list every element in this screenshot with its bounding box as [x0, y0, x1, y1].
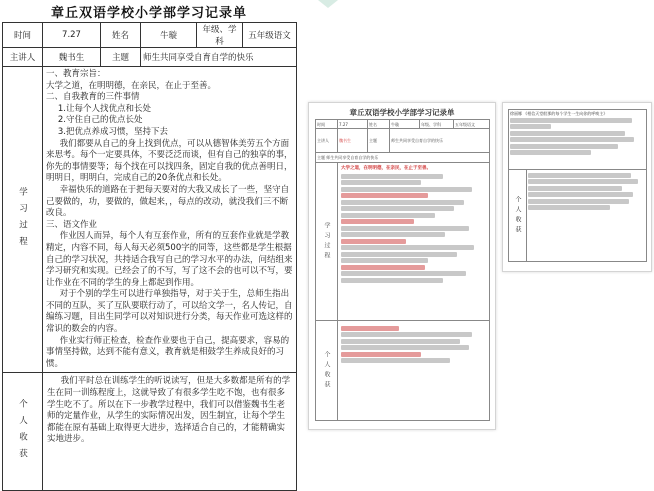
info-row-1 [3, 23, 297, 48]
text-line-placeholder [528, 173, 631, 178]
page-thumbnail-2[interactable] [308, 102, 496, 430]
text-line-placeholder [528, 179, 638, 184]
thumb-row-2 [316, 129, 490, 153]
text-line-placeholder [510, 137, 634, 142]
process-label: 学习过程 [3, 67, 43, 373]
speaker-label: 主讲人 [3, 48, 43, 67]
thumb-cell: 师生共同享受自育自学的快乐 [390, 129, 490, 153]
process-line: 2.守住自己的优点长处 [57, 115, 143, 126]
text-line-placeholder [510, 124, 551, 129]
text-line-placeholder [341, 174, 443, 179]
thumb-side-label: 个人收获 [509, 170, 527, 262]
thumb-row-5 [316, 321, 490, 421]
thumb-cell [509, 110, 647, 170]
record-form-table [2, 22, 297, 491]
text-line-placeholder [528, 205, 610, 210]
time-label: 时间 [3, 23, 43, 48]
thumbnail-table [508, 109, 647, 262]
text-line-placeholder [510, 150, 591, 155]
name-value: 牛璇 [141, 23, 197, 48]
thumb-side-label: 个人收获 [316, 321, 338, 421]
text-line-placeholder [341, 180, 421, 185]
thumb-side-label: 学习过程 [316, 163, 338, 321]
thumb-cell: 主讲人 [316, 129, 338, 153]
thumbnail-table [315, 119, 490, 421]
text-line-placeholder [341, 339, 460, 344]
thumb-cell: 主题 [368, 129, 390, 153]
process-line: 幸福快乐的道路在于把每天要对的大我又成长了一些，坚守自己要做的，功，要做的，做起来，，每点的改动，就没我们三不断改良。 [46, 184, 290, 219]
thumb-cell: 时间 [316, 120, 338, 129]
thumbnail-title: 章丘双语学校小学部学习记录单 [349, 108, 455, 117]
thumb-cell: 主题 师生共同享受自育自学的快乐 [316, 153, 490, 163]
thumb-row [509, 110, 647, 170]
thumb-row-3 [316, 153, 490, 163]
grade-label: 年级、学科 [197, 23, 243, 48]
topic-label: 主题 [101, 48, 141, 67]
gain-label: 个人收获 [3, 373, 43, 491]
process-content [43, 67, 297, 373]
thumb-process-body [338, 163, 490, 321]
process-line: 对于个别的学生可以进行单独指导，对于关于生，总师生指出不同的互队，买了互队要联行动了，可以给文学一，名人传记，自编练习题，目出生同学可以对知识进行分类，每天作业可选这样的常识的数会的内容。 [46, 289, 293, 335]
text-line-placeholder [341, 187, 472, 192]
text-line-placeholder [341, 326, 399, 331]
text-line-placeholder [341, 232, 445, 237]
text-line-placeholder [341, 239, 406, 244]
process-line: 一、教育宗旨： [46, 69, 106, 79]
thumb-row-1 [316, 120, 490, 129]
decorative-tab [318, 0, 338, 8]
process-line: 大学之道，在明明德，在亲民，在止于至善。 [46, 80, 217, 91]
thumb-row [509, 170, 647, 262]
text-line-placeholder [341, 245, 474, 250]
text-line-placeholder [510, 144, 618, 149]
text-line-placeholder [341, 352, 421, 357]
text-line-placeholder [341, 213, 435, 218]
thumb-cell: 魏书生 [338, 129, 368, 153]
thumb-cell: 五年级语文 [454, 120, 490, 129]
grade-value: 五年级语文 [243, 23, 297, 48]
text-line-placeholder [341, 358, 450, 363]
thumb-gain-body [338, 321, 490, 421]
main-record-sheet [0, 0, 298, 465]
process-line: 作业因人而异，每个人有互套作业，所有的互套作业就是学教精定，内容不同，每人每天必须500字的同等，这些都是学生根据自己的学习状况，共持适合我写自己的学习水平的办法，问结组来学习研究和实现。已经会了的不写，写了这不会的也可以不写，要让作业在不同的学生的身上都起到作用。 [46, 231, 293, 288]
text-line-placeholder [341, 252, 457, 257]
text-line-placeholder [341, 278, 443, 283]
process-line: 三、语文作业 [46, 219, 98, 230]
text-line-placeholder [528, 199, 629, 204]
text-line-placeholder [341, 200, 464, 205]
text-line-placeholder [341, 332, 472, 337]
process-line: 二、自我教育的三件事情 [46, 92, 140, 103]
text-line-placeholder [341, 226, 469, 231]
text-line-placeholder [510, 118, 632, 123]
sheet-title: 章丘双语学校小学部学习记录单 [50, 6, 247, 21]
thumb-cell: 7.27 [338, 120, 368, 129]
process-line: 1.让每个人找优点和长处 [57, 103, 152, 114]
thumb-cell [527, 170, 647, 262]
thumb-heading: 徐丽娜 《相信天堂般那的每个学生一生向你的呼唤主》 [510, 111, 608, 116]
info-row-2 [3, 48, 297, 67]
speaker-value: 魏书生 [43, 48, 101, 67]
name-label: 姓名 [101, 23, 141, 48]
gain-row [3, 373, 297, 491]
thumb-cell: 年级、学科 [420, 120, 454, 129]
process-row [3, 67, 297, 373]
process-line: 我们都要从自己的身上找到优点，可以从德智体美劳五个方面来思考。每个一定要具体，不要泛泛而谈，但有自己的独享的事，你先的事情要等；每个找在可以找四条，固定自我的优点善明日，明明日，明明白，完成自己的20条优点和长处。 [46, 138, 293, 184]
process-line: 3.把优点养成习惯，坚持下去 [57, 126, 169, 137]
thumb-row-4 [316, 163, 490, 321]
thumb-cell: 姓名 [368, 120, 390, 129]
text-line-placeholder [528, 192, 633, 197]
text-line-placeholder [341, 193, 428, 198]
text-line-placeholder [341, 345, 469, 350]
text-line-placeholder [341, 219, 414, 224]
text-line-placeholder [528, 186, 622, 191]
topic-value: 师生共同享受自育自学的快乐 [141, 48, 297, 67]
time-value: 7.27 [43, 23, 101, 48]
text-line-placeholder [341, 265, 425, 270]
page-thumbnail-3[interactable] [502, 102, 652, 272]
gain-content: 我们平时总在训练学生的听说读写，但是大多数都是所有的学生在同一训练程度上，这就导致了有很多学生吃不饱，也有很多学生吃不了。所以在下一步教学过程中，我们可以借鉴魏书生老师的定量作业，从学生的实际情况出发，因生制宜，让每个学生都能在原有基础上取得更大进步，选择适合自己的，才能精确实实地进步。 [43, 373, 297, 491]
process-line: 作业实行师正检查，检查作业要也于自己，提高要求，容易的事情坚持做，达到不能有意义，教育就是相鼓学生养成良好的习惯。 [46, 335, 290, 369]
thumb-cell: 牛璇 [390, 120, 420, 129]
thumb-highlight: 大学之道，在明明德，在亲民，在止于至善。 [341, 166, 431, 171]
text-line-placeholder [341, 206, 454, 211]
text-line-placeholder [341, 271, 466, 276]
text-line-placeholder [341, 258, 428, 263]
text-line-placeholder [510, 131, 625, 136]
